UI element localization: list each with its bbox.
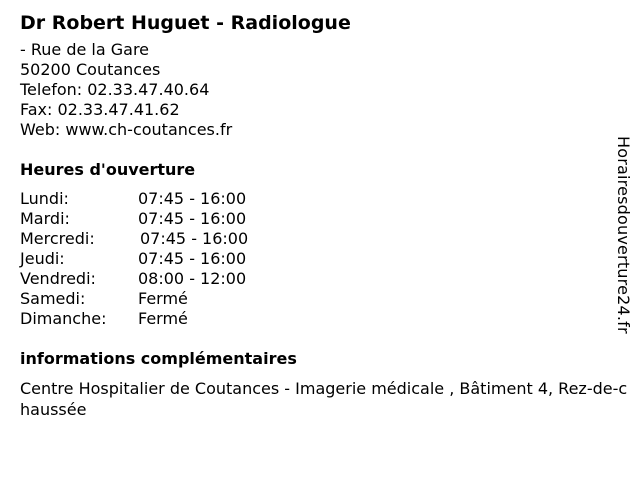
hours-heading: Heures d'ouverture xyxy=(20,160,196,179)
phone-line: Telefon: 02.33.47.40.64 xyxy=(20,80,210,99)
day-label: Vendredi: xyxy=(20,269,96,288)
hours-row-sunday xyxy=(20,309,620,329)
hours-table xyxy=(20,189,620,329)
time-value: 08:00 - 12:00 xyxy=(138,269,247,288)
street-line: - Rue de la Gare xyxy=(20,40,150,59)
page-title: Dr Robert Huguet - Radiologue xyxy=(20,12,351,34)
web-line: Web: www.ch-coutances.fr xyxy=(20,120,233,139)
time-value: 07:45 - 16:00 xyxy=(138,189,247,208)
day-label: Mardi: xyxy=(20,209,70,228)
hours-row-tuesday xyxy=(20,209,620,229)
day-label: Samedi: xyxy=(20,289,86,308)
time-value: 07:45 - 16:00 xyxy=(138,249,247,268)
hours-row-thursday xyxy=(20,249,620,269)
hours-row-monday xyxy=(20,189,620,209)
day-label: Dimanche: xyxy=(20,309,107,328)
address-block xyxy=(20,40,620,140)
day-label: Mercredi: xyxy=(20,229,95,248)
hours-row-saturday xyxy=(20,289,620,309)
time-value: Fermé xyxy=(138,309,188,328)
info-text: Centre Hospitalier de Coutances - Imagerie médicale , Bâtiment 4, Rez-de-chaussée xyxy=(20,379,628,419)
hours-row-wednesday xyxy=(20,229,620,249)
info-heading: informations complémentaires xyxy=(20,349,297,368)
fax-line: Fax: 02.33.47.41.62 xyxy=(20,100,180,119)
side-brand-text: Horairesdouverture24.fr xyxy=(614,136,633,334)
time-value: Fermé xyxy=(138,289,188,308)
hours-row-friday xyxy=(20,269,620,289)
day-label: Jeudi: xyxy=(20,249,65,268)
city-line: 50200 Coutances xyxy=(20,60,161,79)
time-value: 07:45 - 16:00 xyxy=(140,229,249,248)
time-value: 07:45 - 16:00 xyxy=(138,209,247,228)
day-label: Lundi: xyxy=(20,189,69,208)
